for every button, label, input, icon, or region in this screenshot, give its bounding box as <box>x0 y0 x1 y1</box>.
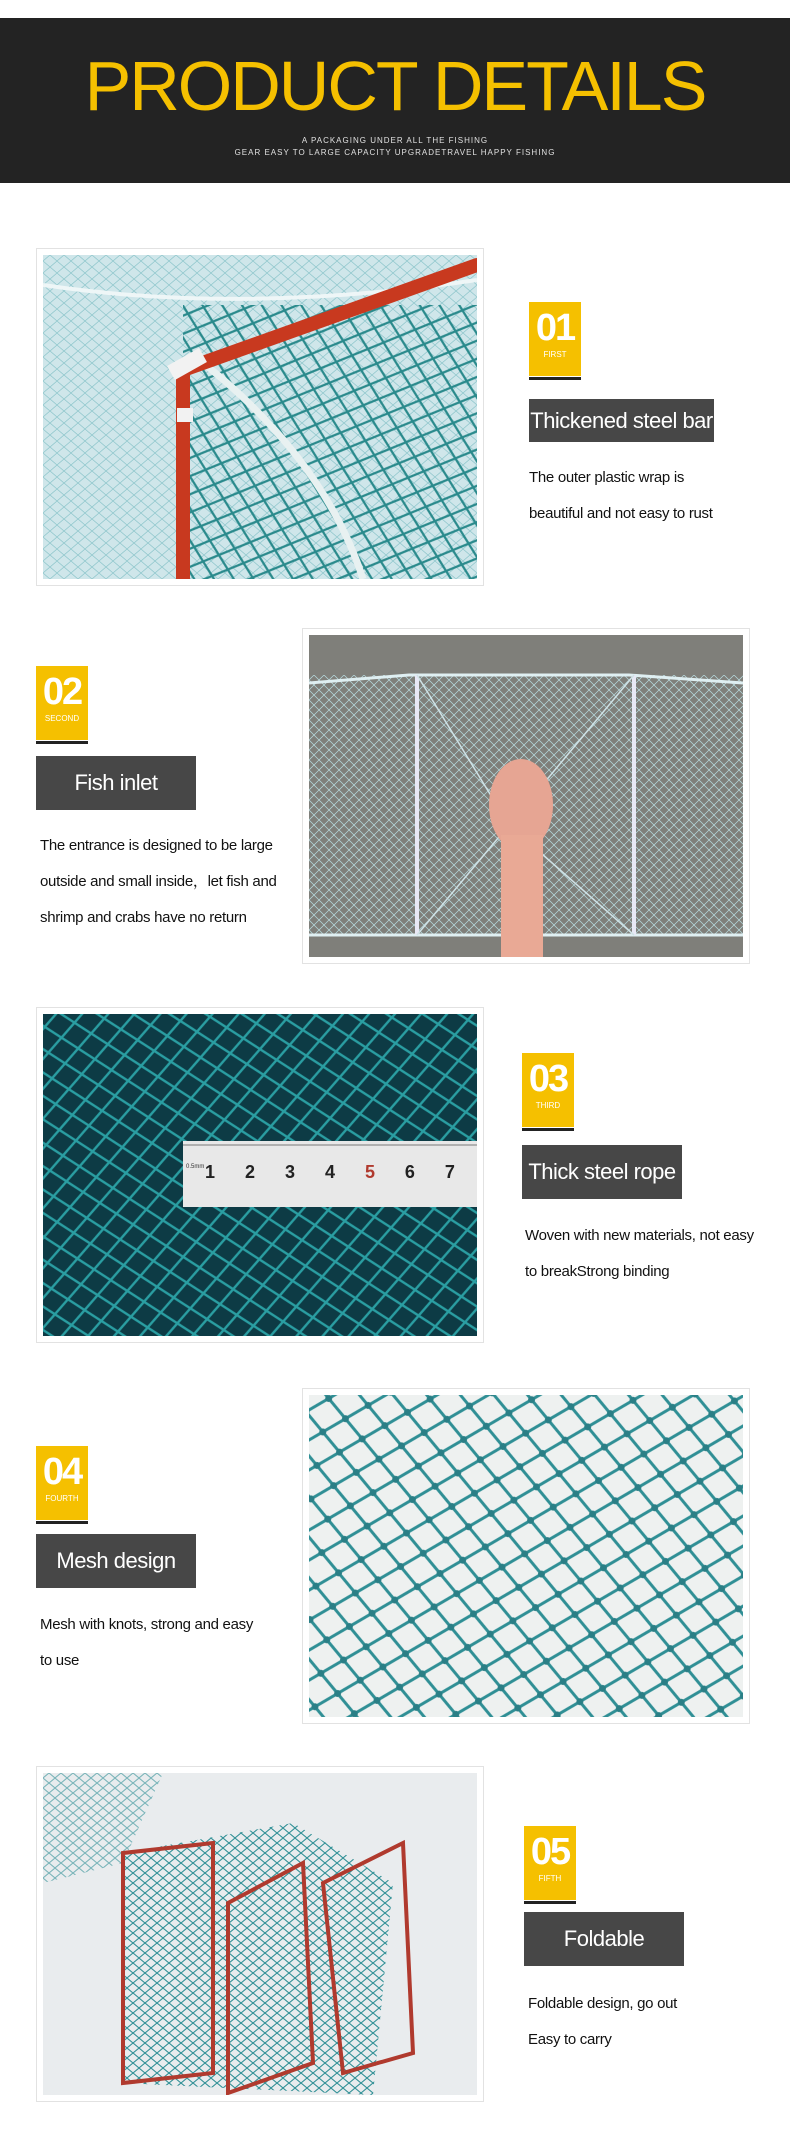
badge-word: THIRD <box>535 1101 561 1110</box>
ruler-mark: 2 <box>244 1162 255 1182</box>
feature-desc-1 <box>529 460 779 532</box>
feature-label-5 <box>524 1912 684 1966</box>
feature-desc-2 <box>40 828 300 936</box>
feature-badge-2 <box>36 666 88 740</box>
feature-desc-5 <box>528 1986 768 2058</box>
badge-underline <box>36 1521 88 1524</box>
feature-label-text: Thickened steel bar <box>530 407 713 433</box>
photo-steel-bar <box>36 248 484 586</box>
badge-number: 01 <box>535 307 575 349</box>
feature-label-text: Fish inlet <box>74 770 158 795</box>
page-title: PRODUCT DETAILS <box>84 47 706 125</box>
badge-underline <box>529 377 581 380</box>
feature-badge-4 <box>36 1446 88 1520</box>
ruler-mark: 4 <box>324 1162 335 1182</box>
desc-line: Woven with new materials, not easy <box>525 1227 754 1244</box>
photo-mesh <box>302 1388 750 1724</box>
feature-badge-5 <box>524 1826 576 1900</box>
desc-line: to breakStrong binding <box>525 1263 670 1280</box>
badge-number: 03 <box>528 1058 568 1100</box>
feature-label-3 <box>522 1145 682 1199</box>
desc-line: beautiful and not easy to rust <box>529 505 713 522</box>
ruler-mark: 5 <box>364 1162 375 1182</box>
feature-badge-3 <box>522 1053 574 1127</box>
badge-word: FIRST <box>543 350 567 359</box>
feature-desc-4 <box>40 1607 300 1679</box>
desc-line: Mesh with knots, strong and easy <box>40 1616 254 1633</box>
badge-underline <box>522 1128 574 1131</box>
ruler-mark: 1 <box>205 1162 216 1182</box>
photo-steel-rope <box>36 1007 484 1343</box>
desc-line: The outer plastic wrap is <box>529 469 685 486</box>
feature-label-text: Mesh design <box>56 1548 176 1573</box>
ruler-mark: 7 <box>444 1162 455 1182</box>
badge-number: 02 <box>42 671 82 713</box>
desc-line: The entrance is designed to be large <box>40 837 273 854</box>
feature-badge-1 <box>529 302 581 376</box>
feature-label-1 <box>529 399 714 442</box>
desc-line: outside and small inside，let fish and <box>40 873 277 890</box>
badge-word: FOURTH <box>45 1494 79 1503</box>
feature-label-text: Thick steel rope <box>528 1159 676 1184</box>
header-subtitle-2: GEAR EASY TO LARGE CAPACITY UPGRADETRAVEL HAPPY FISHING <box>234 148 556 157</box>
badge-word: SECOND <box>44 714 80 723</box>
page-header <box>0 18 790 183</box>
photo-fish-inlet <box>302 628 750 964</box>
feature-label-2 <box>36 756 196 810</box>
ruler-unit: 0.5mm <box>186 1164 205 1170</box>
header-subtitle-1: A PACKAGING UNDER ALL THE FISHING <box>301 136 489 145</box>
badge-number: 04 <box>42 1451 82 1493</box>
feature-label-4 <box>36 1534 196 1588</box>
desc-line: Easy to carry <box>528 2031 612 2048</box>
badge-underline <box>36 741 88 744</box>
photo-foldable <box>36 1766 484 2102</box>
badge-underline <box>524 1901 576 1904</box>
ruler-mark: 3 <box>284 1162 295 1182</box>
feature-label-text: Foldable <box>563 1926 645 1951</box>
ruler-marks <box>205 1162 455 1183</box>
feature-desc-3 <box>525 1218 785 1290</box>
desc-line: shrimp and crabs have no return <box>40 909 247 926</box>
badge-word: FIFTH <box>538 1874 562 1883</box>
desc-line: Foldable design, go out <box>528 1995 678 2012</box>
ruler-mark: 6 <box>404 1162 415 1182</box>
badge-number: 05 <box>530 1831 570 1873</box>
desc-line: to use <box>40 1652 80 1669</box>
